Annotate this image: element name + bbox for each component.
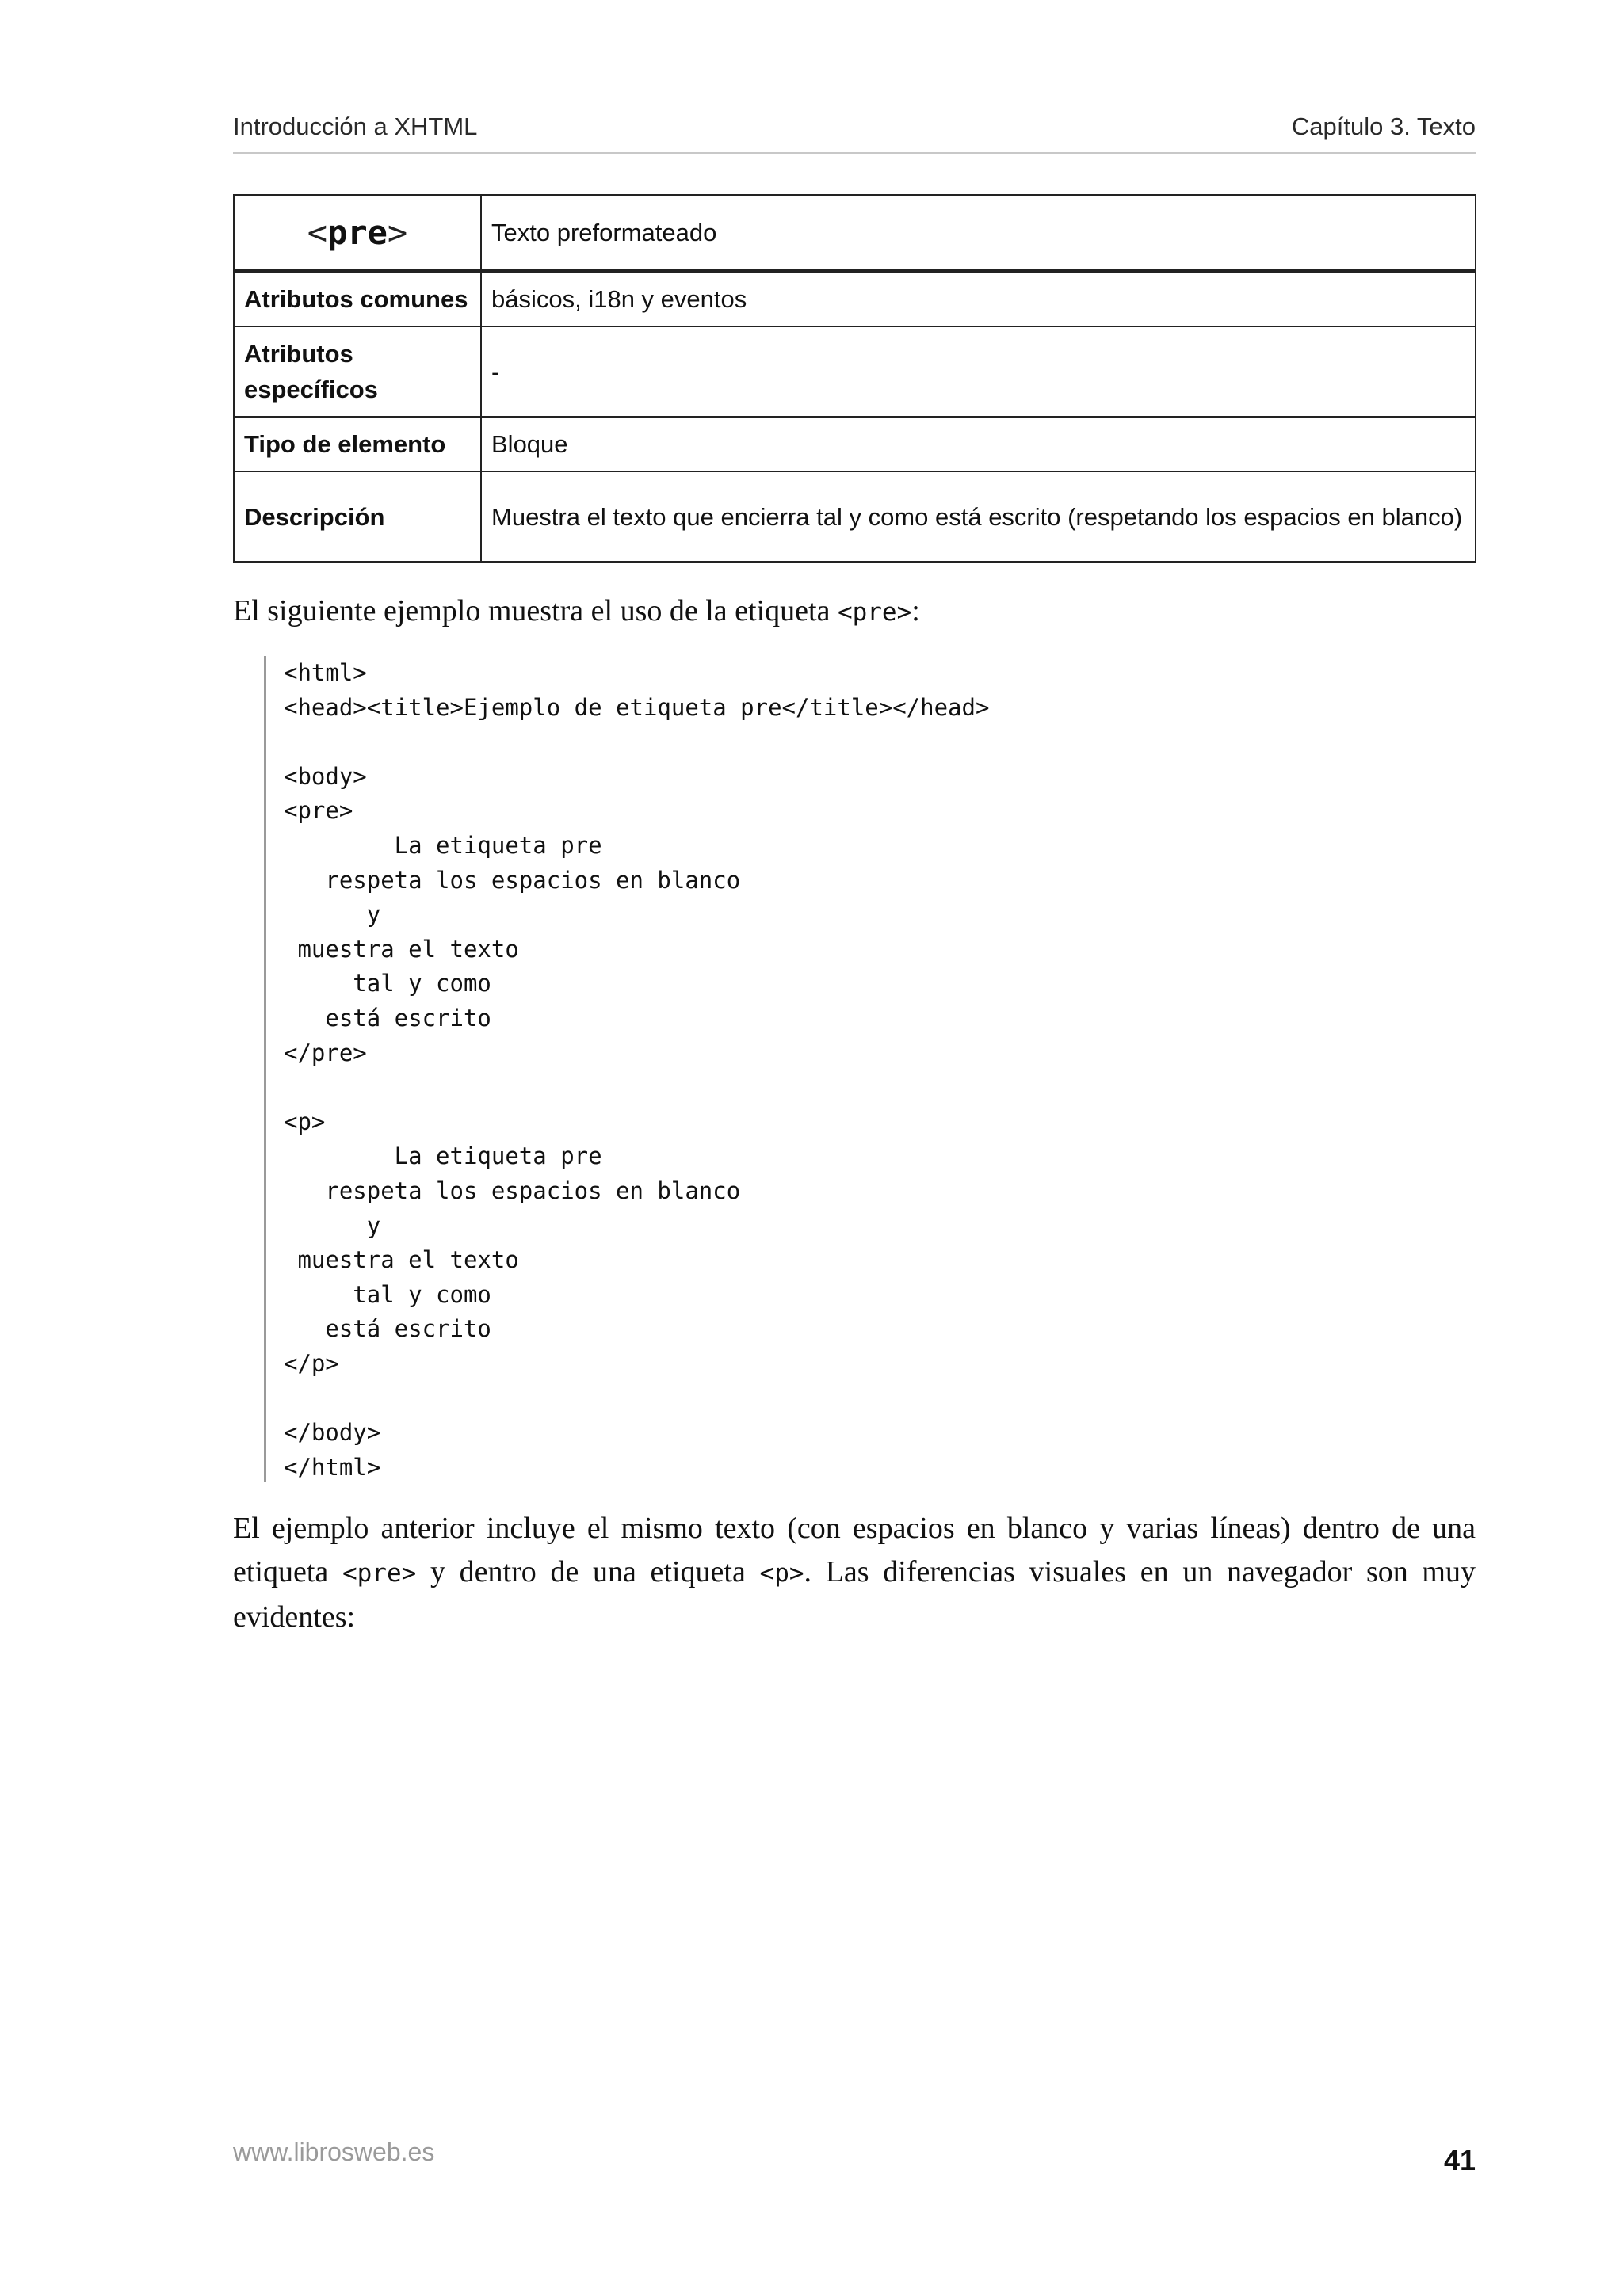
tag-name: pre	[327, 212, 388, 252]
row-value: Muestra el texto que encierra tal y como está escrito (respetando los espacios en blanco)	[481, 471, 1476, 562]
row-value: Bloque	[481, 417, 1476, 471]
row-label: Atributos específicos	[234, 326, 481, 417]
table-row	[234, 326, 1476, 417]
row-label: Tipo de elemento	[234, 417, 481, 471]
table-header-row	[234, 195, 1476, 271]
row-value: -	[481, 326, 1476, 417]
explanation-text: El ejemplo anterior incluye el mismo texto (con espacios en blanco y varias líneas) dentro de una etiqueta	[233, 1512, 1476, 1589]
element-tag-cell	[234, 195, 481, 271]
tag-open-bracket: <	[307, 212, 328, 252]
table-row	[234, 471, 1476, 562]
chapter-title: Capítulo 3. Texto	[1291, 113, 1476, 140]
page-number: 41	[1443, 2144, 1476, 2176]
inline-code-pre: <pre>	[342, 1559, 417, 1588]
row-label: Descripción	[234, 471, 481, 562]
code-example-block	[264, 656, 1455, 1482]
inline-code-p: <p>	[759, 1559, 804, 1588]
intro-text: El siguiente ejemplo muestra el uso de la etiqueta	[233, 594, 838, 627]
table-row	[234, 271, 1476, 327]
book-title: Introducción a XHTML	[233, 113, 478, 140]
tag-close-bracket: >	[387, 212, 408, 252]
intro-text-end: :	[911, 594, 920, 627]
page-header	[233, 109, 1476, 154]
row-label: Atributos comunes	[234, 271, 481, 327]
element-description-short: Texto preformateado	[481, 195, 1476, 271]
explanation-text: y dentro de una etiqueta	[416, 1555, 760, 1589]
inline-code-pre: <pre>	[837, 598, 912, 627]
table-row	[234, 417, 1476, 471]
explanation-paragraph	[233, 1507, 1476, 1639]
code-example: <html> <head><title>Ejemplo de etiqueta pre</title></head> <body> <pre> La etiqueta pre respeta los espacios en blanco y muestra el texto tal y como está escrito </pre> <p> La etiqueta pre respeta los espacios en blanco y muestra el texto tal y como está escrito </p> </body> </html>	[284, 659, 990, 1481]
row-value: básicos, i18n y eventos	[481, 271, 1476, 327]
element-reference-table	[233, 194, 1476, 563]
footer-url: www.librosweb.es	[233, 2138, 435, 2166]
intro-paragraph	[233, 589, 1476, 635]
explanation-text: . Las diferencias visuales en un navegador son muy evidentes:	[233, 1555, 1476, 1634]
